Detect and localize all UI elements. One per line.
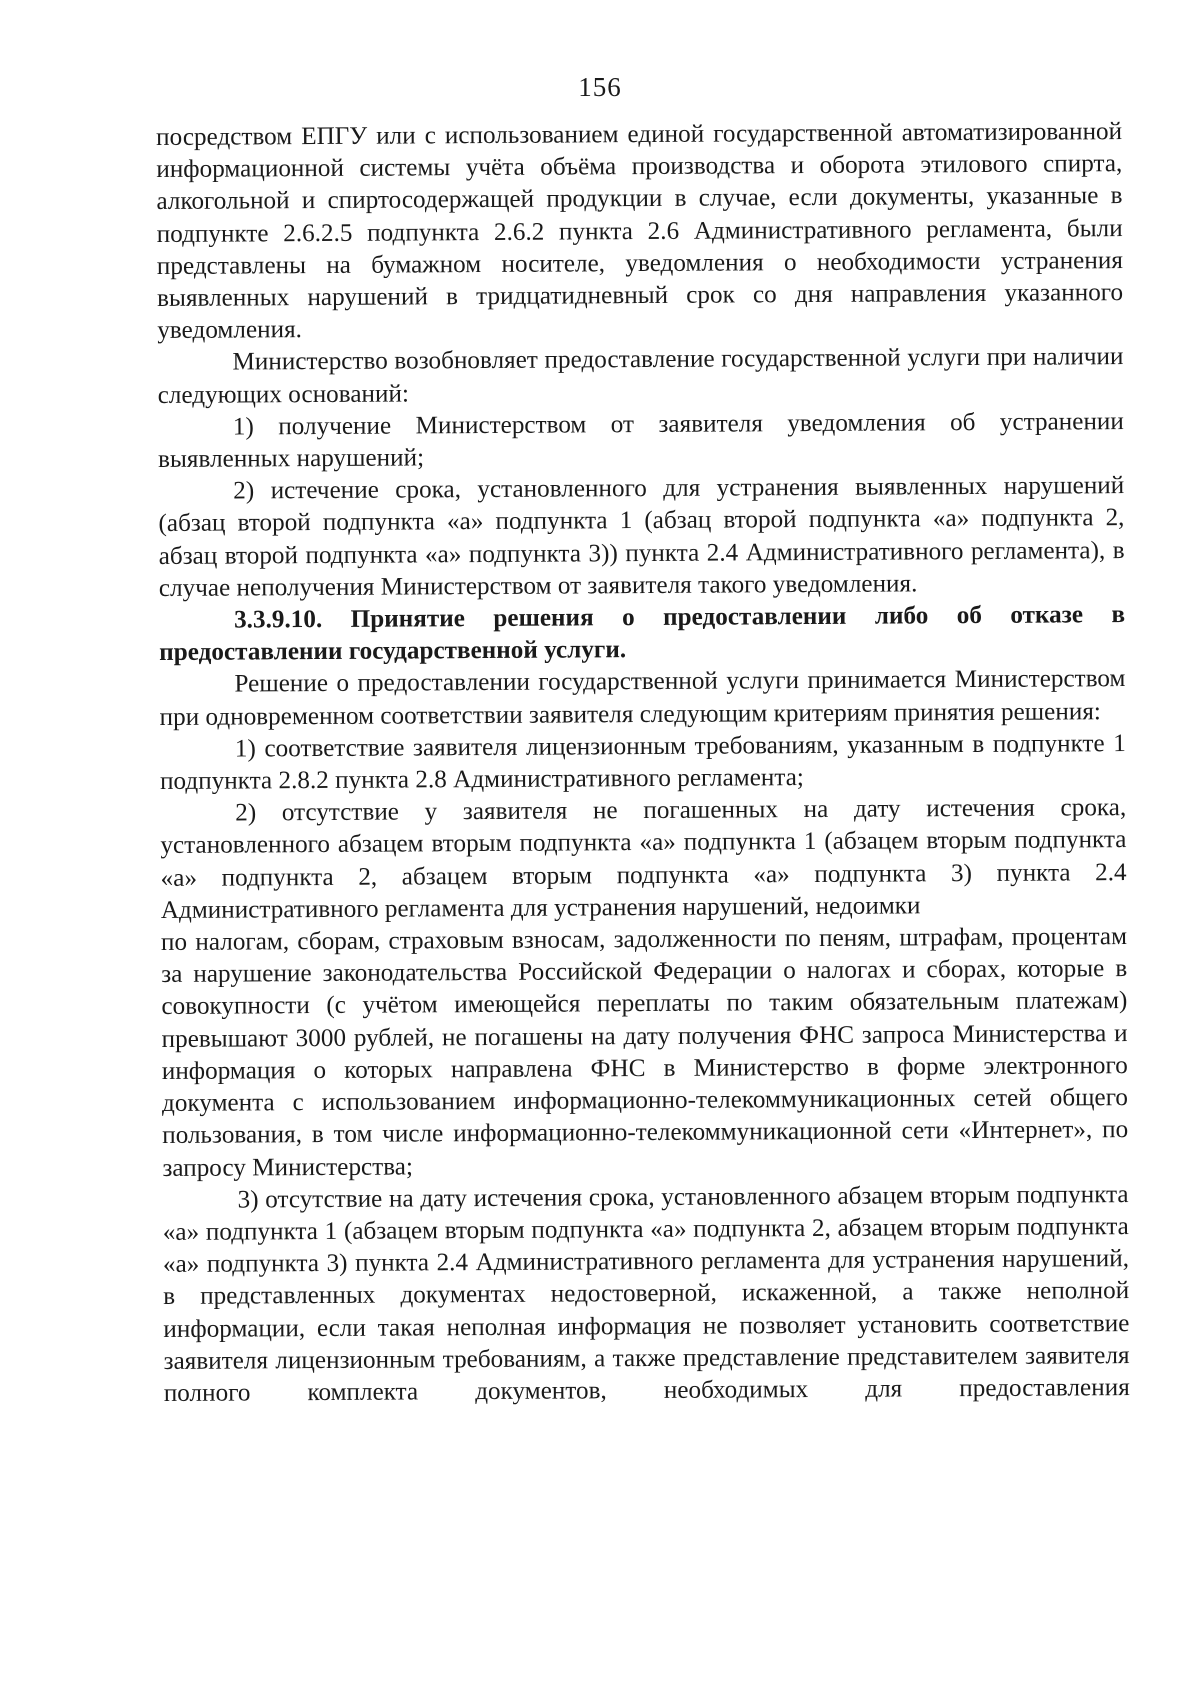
- paragraph-decision: Решение о предоставлении государственной услуги принимается Министерством при одновременном соответствии заявителя следующим критериям принятия решения:: [159, 665, 1126, 731]
- document-body: [156, 116, 1130, 1410]
- paragraph-resume-grounds: Министерство возобновляет предоставление государственной услуги при наличии следующих оснований:: [157, 343, 1124, 409]
- criterion-item-3: 3) отсутствие на дату истечения срока, установленного абзацем вторым подпункта «а» подпункта 1 (абзацем вторым подпункта «а» подпункта 2, абзацем вторым подпункта «а» подпункта 3) пункта 2.4 Административного регламента для устранения нарушений, в представленных документах недостоверной, искаженной, а также неполной информации, если такая неполная информация не позволяет установить соответствие заявителя лицензионным требованиям, а также представление представителем заявителя полного комплекта документов, необходимых для предоставления: [162, 1180, 1130, 1407]
- list-item-2: 2) истечение срока, установленного для устранения выявленных нарушений (абзац второй подпункта «а» подпункта 1 (абзац второй подпункта «а» подпункта 2, абзац второй подпункта «а» подпункта 3)) пункта 2.4 Административного регламента), в случае неполучения Министерством от заявителя такого уведомления.: [158, 472, 1125, 602]
- list-item-1: 1) получение Министерством от заявителя уведомления об устранении выявленных нарушений;: [157, 407, 1124, 474]
- criterion-item-1: 1) соответствие заявителя лицензионным требованиям, указанным в подпункте 1 подпункта 2.8.2 пункта 2.8 Административного регламента;: [159, 729, 1126, 796]
- section-heading: 3.3.9.10. Принятие решения о предоставлении либо об отказе в предоставлении государственной услуги.: [159, 601, 1126, 667]
- paragraph-continuation: посредством ЕПГУ или с использованием единой государственной автоматизированной информационной системы учёта объёма производства и оборота этилового спирта, алкогольной и спиртосодержащей продукции в случае, если документы, указанные в подпункте 2.6.2.5 подпункта 2.6.2 пункта 2.6 Административного регламента, были представлены на бумажном носителе, уведомления о необходимости устранения выявленных нарушений в тридцатидневный срок со дня направления указанного уведомления.: [156, 118, 1124, 345]
- criterion-item-2-continuation: по налогам, сборам, страховым взносам, задолженности по пеням, штрафам, процентам за нарушение законодательства Российской Федерации о налогах и сборах, которые в совокупности (с учётом имеющейся переплаты по таким обязательным платежам) превышают 3000 рублей, не погашены на дату получения ФНС запроса Министерства и информация о которых направлена ФНС в Министерство в форме электронного документа с использованием информационно-телекоммуникационных сетей общего пользования, в том числе информационно-телекоммуникационной сети «Интернет», по запросу Министерства;: [160, 923, 1129, 1182]
- page-number: 156: [578, 72, 622, 102]
- criterion-item-2: 2) отсутствие у заявителя не погашенных на дату истечения срока, установленного абзацем вторым подпункта «а» подпункта 1 (абзацем вторым подпункта «а» подпункта 2, абзацем вторым подпункта «а» подпункта 3) пункта 2.4 Административного регламента для устранения нарушений, недоимки: [160, 794, 1127, 924]
